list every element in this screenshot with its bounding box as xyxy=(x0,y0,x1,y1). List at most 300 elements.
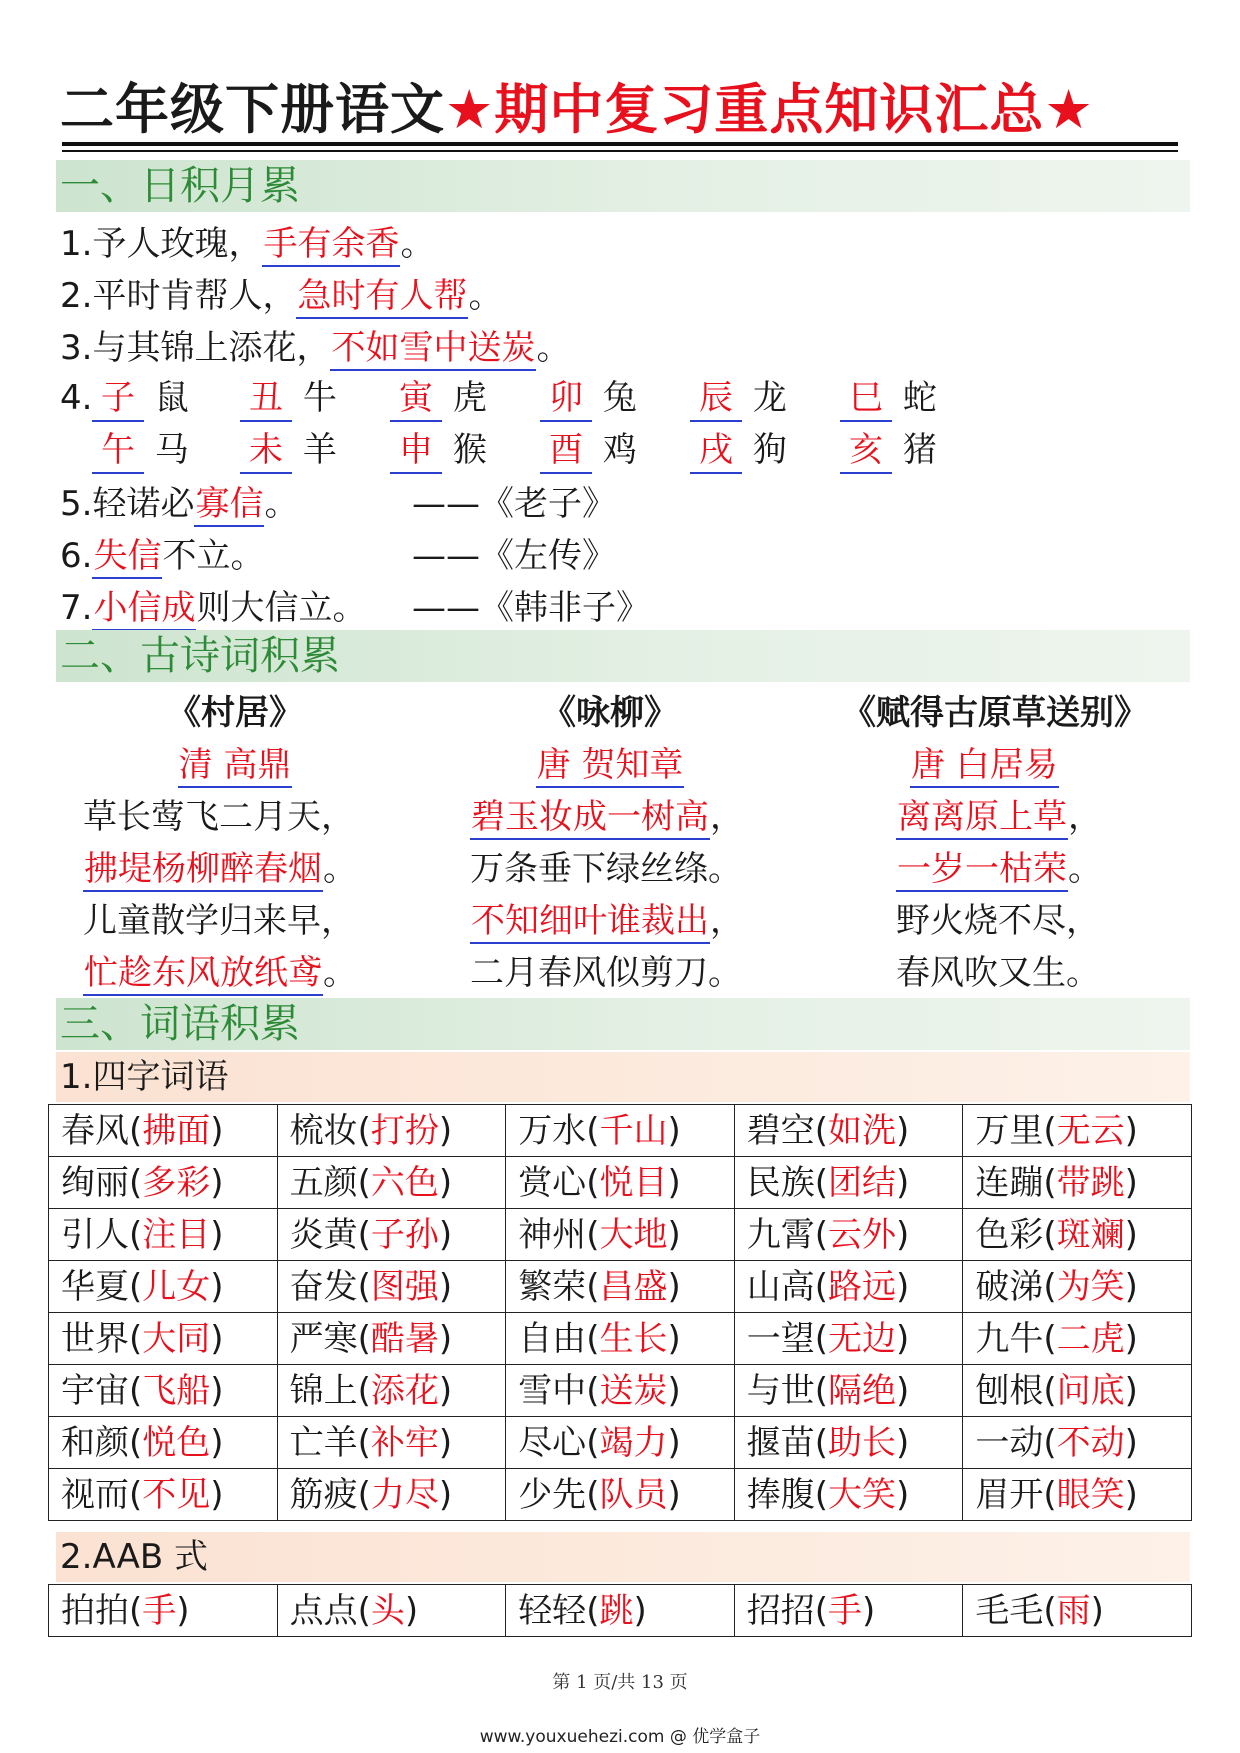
word-answer: 不见 xyxy=(142,1474,211,1515)
zodiac-animal: 鼠 xyxy=(154,378,189,418)
paren-open: ( xyxy=(814,1214,829,1255)
word-cell xyxy=(734,1585,963,1637)
paren-close: ) xyxy=(210,1214,224,1255)
title-red: ★期中复习重点知识汇总★ xyxy=(445,78,1094,141)
item-answer: 不如雪中送炭 xyxy=(330,328,536,371)
word-given: 连蹦 xyxy=(975,1162,1044,1203)
paren-open: ( xyxy=(129,1474,143,1515)
paren-open: ( xyxy=(357,1214,371,1255)
word-answer: 眼笑 xyxy=(1056,1474,1125,1515)
word-answer: 多彩 xyxy=(142,1162,211,1203)
paren-close: ) xyxy=(896,1214,910,1255)
word-answer: 打扮 xyxy=(370,1110,439,1151)
word-answer: 大笑 xyxy=(828,1474,897,1515)
quote-answer: 寡信 xyxy=(194,484,264,527)
poem-title: 《赋得古原草送别》 xyxy=(842,693,1148,733)
quote-text: 7. xyxy=(60,588,93,628)
paren-close: ) xyxy=(896,1474,910,1515)
paren-close: ) xyxy=(667,1422,681,1463)
table-row xyxy=(49,1313,1192,1365)
zodiac-branch: 申 xyxy=(390,428,442,474)
paren-close: ) xyxy=(438,1422,453,1463)
paren-open: ( xyxy=(586,1474,600,1515)
paren-open: ( xyxy=(129,1162,143,1203)
poem-line xyxy=(800,896,1190,948)
zodiac-pair xyxy=(92,374,189,422)
word-cell xyxy=(963,1585,1192,1637)
item-punct: 。 xyxy=(536,328,571,368)
paren-close: ) xyxy=(896,1110,910,1151)
paren-close: ) xyxy=(210,1110,224,1151)
word-given: 视而 xyxy=(61,1474,129,1515)
poem-punct: ， xyxy=(1066,901,1100,941)
word-cell xyxy=(506,1417,735,1469)
poem-author xyxy=(45,740,425,792)
zodiac-branch: 卯 xyxy=(540,376,592,422)
poem-line-text: 碧玉妆成一树高 xyxy=(470,797,710,840)
paren-close: ) xyxy=(667,1318,681,1359)
word-given: 筋疲 xyxy=(289,1474,358,1515)
quote-text-tail: 不立。 xyxy=(162,536,265,576)
quote-source: ——《左传》 xyxy=(412,536,616,576)
zodiac-animal: 狗 xyxy=(752,430,787,470)
word-answer: 力尽 xyxy=(370,1474,439,1515)
poem-cao xyxy=(800,688,1190,1000)
paren-close: ) xyxy=(1124,1422,1138,1463)
paren-close: ) xyxy=(438,1214,453,1255)
word-given: 和颜 xyxy=(61,1422,129,1463)
poem-punct: ， xyxy=(710,797,744,837)
word-given: 引人 xyxy=(61,1214,129,1255)
zodiac-animal: 猪 xyxy=(902,430,937,470)
quote-source: ——《老子》 xyxy=(412,484,616,524)
word-given: 与世 xyxy=(746,1370,815,1411)
poem-line xyxy=(800,844,1190,896)
zodiac-branch: 辰 xyxy=(690,376,742,422)
quote-text: 5.轻诺必 xyxy=(60,484,195,524)
poem-author-text: 唐 白居易 xyxy=(910,745,1059,788)
word-given: 刨根 xyxy=(975,1370,1044,1411)
word-answer: 问底 xyxy=(1056,1370,1125,1411)
paren-open: ( xyxy=(1043,1214,1057,1255)
item-text: 1.予人玫瑰， xyxy=(60,224,263,264)
zodiac-animal: 猴 xyxy=(452,430,487,470)
poem-line-text: 儿童散学归来早 xyxy=(83,901,321,941)
paren-close: ) xyxy=(210,1370,224,1411)
quote-answer: 小信成 xyxy=(92,588,196,631)
paren-open: ( xyxy=(814,1110,829,1151)
word-cell xyxy=(734,1261,963,1313)
poem-line xyxy=(420,896,800,948)
word-cell xyxy=(963,1469,1192,1521)
title-rule xyxy=(62,142,1178,146)
poem-line-text: 二月春风似剪刀 xyxy=(470,953,708,993)
poem-line xyxy=(45,896,425,948)
zodiac-row-2 xyxy=(60,426,960,474)
paren-close: ) xyxy=(667,1474,681,1515)
word-cell xyxy=(963,1313,1192,1365)
word-cell xyxy=(49,1417,278,1469)
poem-line-text: 野火烧不尽 xyxy=(896,901,1066,941)
poem-line xyxy=(420,948,800,1000)
zodiac-pair xyxy=(540,374,637,422)
word-given: 尽心 xyxy=(518,1422,587,1463)
poem-punct: 。 xyxy=(1066,953,1100,993)
word-answer: 不动 xyxy=(1056,1422,1125,1463)
zodiac-animal: 兔 xyxy=(602,378,637,418)
poem-punct: ， xyxy=(1068,797,1102,837)
word-cell xyxy=(277,1469,506,1521)
word-given: 少先 xyxy=(518,1474,587,1515)
word-cell xyxy=(506,1313,735,1365)
paren-open: ( xyxy=(129,1422,143,1463)
word-given: 神州 xyxy=(518,1214,587,1255)
poem-punct: 。 xyxy=(323,849,357,889)
word-answer: 昌盛 xyxy=(599,1266,668,1307)
section-header-2: 二、古诗词积累 xyxy=(56,630,1190,682)
paren-open: ( xyxy=(129,1110,143,1151)
table-row xyxy=(49,1469,1192,1521)
section-header-3: 三、词语积累 xyxy=(56,998,1190,1050)
zodiac-branch: 亥 xyxy=(840,428,892,474)
word-given: 揠苗 xyxy=(746,1422,815,1463)
word-given: 奋发 xyxy=(289,1266,358,1307)
paren-close: ) xyxy=(438,1474,453,1515)
word-answer: 添花 xyxy=(370,1370,439,1411)
item-1 xyxy=(60,222,434,266)
table-row xyxy=(49,1365,1192,1417)
word-given: 亡羊 xyxy=(289,1422,358,1463)
word-given: 招招 xyxy=(746,1590,815,1631)
word-answer: 补牢 xyxy=(370,1422,439,1463)
poem-author xyxy=(800,740,1190,792)
poem-line xyxy=(800,948,1190,1000)
word-cell xyxy=(49,1157,278,1209)
word-cell xyxy=(49,1209,278,1261)
page-footer: 第 1 页/共 13 页 xyxy=(552,1672,688,1693)
poem-line-text: 不知细叶谁裁出 xyxy=(470,901,710,944)
paren-open: ( xyxy=(814,1370,829,1411)
word-given: 梳妆 xyxy=(289,1110,358,1151)
paren-open: ( xyxy=(1043,1266,1057,1307)
paren-close: ) xyxy=(896,1162,910,1203)
title-rule-thin xyxy=(62,150,1178,152)
quote-text: 6. xyxy=(60,536,93,576)
paren-close: ) xyxy=(176,1590,190,1631)
subsection-aab: 2.AAB 式 xyxy=(56,1532,1190,1582)
zodiac-animal: 羊 xyxy=(302,430,337,470)
word-given: 九牛 xyxy=(975,1318,1044,1359)
paren-close: ) xyxy=(1124,1370,1138,1411)
word-given: 五颜 xyxy=(289,1162,358,1203)
word-answer: 助长 xyxy=(828,1422,897,1463)
word-answer: 大地 xyxy=(599,1214,668,1255)
zodiac-animal: 牛 xyxy=(302,378,337,418)
word-given: 破涕 xyxy=(975,1266,1044,1307)
watermark: www.youxuehezi.com @ 优学盒子 xyxy=(479,1727,761,1747)
word-cell xyxy=(963,1365,1192,1417)
aab-table xyxy=(48,1584,1192,1637)
word-answer: 手 xyxy=(142,1590,177,1631)
word-answer: 飞船 xyxy=(142,1370,211,1411)
word-answer: 注目 xyxy=(142,1214,211,1255)
word-cell xyxy=(277,1105,506,1157)
paren-open: ( xyxy=(1043,1162,1057,1203)
poem-punct: ， xyxy=(321,797,355,837)
paren-close: ) xyxy=(438,1370,453,1411)
paren-close: ) xyxy=(210,1474,224,1515)
quote-source: ——《韩非子》 xyxy=(412,588,650,628)
paren-close: ) xyxy=(667,1110,681,1151)
item-text: 2.平时肯帮人， xyxy=(60,276,297,316)
table-row xyxy=(49,1585,1192,1637)
zodiac-pair xyxy=(92,426,189,474)
word-given: 华夏 xyxy=(61,1266,129,1307)
poem-author xyxy=(420,740,800,792)
paren-close: ) xyxy=(896,1422,910,1463)
quote-text-tail: 则大信立。 xyxy=(196,588,367,628)
paren-close: ) xyxy=(210,1422,224,1463)
item-punct: 。 xyxy=(400,224,435,264)
word-given: 严寒 xyxy=(289,1318,358,1359)
zodiac-branch: 巳 xyxy=(840,376,892,422)
word-answer: 儿女 xyxy=(142,1266,211,1307)
zodiac-pair xyxy=(840,374,937,422)
word-cell xyxy=(506,1365,735,1417)
word-given: 拍拍 xyxy=(61,1590,129,1631)
table-row xyxy=(49,1417,1192,1469)
paren-close: ) xyxy=(667,1266,681,1307)
paren-open: ( xyxy=(814,1422,829,1463)
word-answer: 为笑 xyxy=(1056,1266,1125,1307)
paren-open: ( xyxy=(586,1318,600,1359)
word-answer: 拂面 xyxy=(142,1110,211,1151)
word-answer: 路远 xyxy=(828,1266,897,1307)
section-header-1: 一、日积月累 xyxy=(56,160,1190,212)
word-answer: 队员 xyxy=(599,1474,668,1515)
paren-close: ) xyxy=(1124,1214,1138,1255)
paren-open: ( xyxy=(357,1110,371,1151)
paren-close: ) xyxy=(633,1590,647,1631)
item-punct: 。 xyxy=(468,276,503,316)
paren-close: ) xyxy=(896,1318,910,1359)
word-cell xyxy=(277,1585,506,1637)
word-cell xyxy=(734,1157,963,1209)
paren-close: ) xyxy=(896,1266,910,1307)
paren-close: ) xyxy=(1124,1266,1138,1307)
word-given: 雪中 xyxy=(518,1370,587,1411)
item-answer: 急时有人帮 xyxy=(296,276,468,319)
paren-open: ( xyxy=(1043,1318,1057,1359)
paren-close: ) xyxy=(1124,1162,1138,1203)
zodiac-branch: 寅 xyxy=(390,376,442,422)
item-answer: 手有余香 xyxy=(262,224,400,267)
paren-open: ( xyxy=(357,1318,371,1359)
word-given: 宇宙 xyxy=(61,1370,129,1411)
word-cell xyxy=(277,1209,506,1261)
poem-line-text: 草长莺飞二月天 xyxy=(83,797,321,837)
word-answer: 云外 xyxy=(828,1214,897,1255)
paren-open: ( xyxy=(586,1214,600,1255)
paren-open: ( xyxy=(357,1422,371,1463)
zodiac-pair xyxy=(240,374,337,422)
poem-line xyxy=(45,844,425,896)
word-answer: 头 xyxy=(370,1590,405,1631)
paren-open: ( xyxy=(357,1370,371,1411)
word-given: 世界 xyxy=(61,1318,129,1359)
paren-close: ) xyxy=(1090,1590,1104,1631)
zodiac-branch: 午 xyxy=(92,428,144,474)
table-row xyxy=(49,1157,1192,1209)
word-given: 一动 xyxy=(975,1422,1044,1463)
word-cell xyxy=(49,1585,278,1637)
word-answer: 六色 xyxy=(370,1162,439,1203)
zodiac-pair xyxy=(690,426,787,474)
word-answer: 图强 xyxy=(370,1266,439,1307)
zodiac-pair xyxy=(390,374,487,422)
word-cell xyxy=(49,1105,278,1157)
paren-open: ( xyxy=(814,1474,829,1515)
word-answer: 带跳 xyxy=(1056,1162,1125,1203)
word-answer: 如洗 xyxy=(828,1110,897,1151)
zodiac-branch: 酉 xyxy=(540,428,592,474)
zodiac-animal: 马 xyxy=(154,430,189,470)
paren-close: ) xyxy=(667,1214,681,1255)
word-answer: 大同 xyxy=(142,1318,211,1359)
paren-open: ( xyxy=(1043,1422,1057,1463)
word-cell xyxy=(963,1417,1192,1469)
word-answer: 生长 xyxy=(599,1318,668,1359)
word-cell xyxy=(506,1157,735,1209)
word-given: 轻轻 xyxy=(518,1590,587,1631)
poem-punct: ， xyxy=(710,901,744,941)
zodiac-animal: 龙 xyxy=(752,378,787,418)
paren-open: ( xyxy=(129,1214,143,1255)
word-cell xyxy=(277,1261,506,1313)
item-2 xyxy=(60,274,502,318)
word-cell xyxy=(506,1209,735,1261)
paren-open: ( xyxy=(129,1370,143,1411)
word-answer: 团结 xyxy=(828,1162,897,1203)
paren-close: ) xyxy=(438,1266,453,1307)
paren-open: ( xyxy=(129,1590,143,1631)
poem-line-text: 拂堤杨柳醉春烟 xyxy=(83,849,323,892)
word-given: 点点 xyxy=(289,1590,358,1631)
paren-close: ) xyxy=(438,1110,453,1151)
poem-line xyxy=(45,792,425,844)
paren-close: ) xyxy=(1124,1474,1138,1515)
word-answer: 斑斓 xyxy=(1056,1214,1125,1255)
zodiac-pair xyxy=(540,426,637,474)
title-black: 二年级下册语文 xyxy=(60,78,445,141)
paren-open: ( xyxy=(129,1266,143,1307)
word-answer: 雨 xyxy=(1056,1590,1091,1631)
word-answer: 手 xyxy=(828,1590,863,1631)
word-cell xyxy=(277,1417,506,1469)
word-given: 绚丽 xyxy=(61,1162,129,1203)
zodiac-animal: 蛇 xyxy=(902,378,937,418)
word-cell xyxy=(734,1209,963,1261)
zodiac-pair xyxy=(840,426,937,474)
word-answer: 无云 xyxy=(1056,1110,1125,1151)
poem-line xyxy=(800,792,1190,844)
word-given: 一望 xyxy=(746,1318,815,1359)
paren-close: ) xyxy=(667,1162,681,1203)
word-answer: 送炭 xyxy=(599,1370,668,1411)
word-cell xyxy=(963,1261,1192,1313)
word-cell xyxy=(963,1209,1192,1261)
paren-open: ( xyxy=(586,1422,600,1463)
item-3 xyxy=(60,326,570,370)
word-answer: 二虎 xyxy=(1056,1318,1125,1359)
paren-open: ( xyxy=(1043,1370,1057,1411)
poem-author-text: 清 高鼎 xyxy=(178,745,293,788)
zodiac-branch: 戌 xyxy=(690,428,742,474)
zodiac-pair xyxy=(690,374,787,422)
page-title xyxy=(60,78,1180,142)
word-cell xyxy=(734,1469,963,1521)
poem-title: 《咏柳》 xyxy=(542,693,678,733)
paren-open: ( xyxy=(586,1370,600,1411)
poem-line-text: 万条垂下绿丝绦 xyxy=(470,849,708,889)
quote-answer: 失信 xyxy=(92,536,162,579)
word-given: 捧腹 xyxy=(746,1474,815,1515)
word-answer: 悦目 xyxy=(599,1162,668,1203)
paren-open: ( xyxy=(814,1590,829,1631)
word-cell xyxy=(49,1365,278,1417)
word-cell xyxy=(506,1469,735,1521)
poem-author-text: 唐 贺知章 xyxy=(536,745,685,788)
poem-line xyxy=(45,948,425,1000)
word-given: 繁荣 xyxy=(518,1266,587,1307)
quote-5 xyxy=(60,482,298,526)
word-given: 眉开 xyxy=(975,1474,1044,1515)
quote-6 xyxy=(60,534,264,578)
word-cell xyxy=(277,1313,506,1365)
paren-open: ( xyxy=(129,1318,143,1359)
zodiac-branch: 子 xyxy=(92,376,144,422)
poem-punct: 。 xyxy=(708,953,742,993)
word-answer: 千山 xyxy=(599,1110,668,1151)
word-given: 锦上 xyxy=(289,1370,358,1411)
table-row xyxy=(49,1105,1192,1157)
word-given: 炎黄 xyxy=(289,1214,358,1255)
subsection-four-char: 1.四字词语 xyxy=(56,1052,1190,1102)
word-answer: 竭力 xyxy=(599,1422,668,1463)
paren-open: ( xyxy=(586,1162,600,1203)
word-answer: 无边 xyxy=(828,1318,897,1359)
zodiac-prefix: 4. xyxy=(60,378,93,418)
word-cell xyxy=(963,1157,1192,1209)
paren-open: ( xyxy=(1043,1110,1057,1151)
zodiac-pair xyxy=(240,426,337,474)
word-cell xyxy=(734,1417,963,1469)
quote-7 xyxy=(60,586,366,630)
paren-open: ( xyxy=(814,1162,829,1203)
word-cell xyxy=(49,1261,278,1313)
zodiac-row-1 xyxy=(60,374,960,422)
paren-open: ( xyxy=(814,1318,829,1359)
word-cell xyxy=(277,1157,506,1209)
zodiac-branch: 未 xyxy=(240,428,292,474)
word-answer: 酷暑 xyxy=(370,1318,439,1359)
paren-open: ( xyxy=(586,1110,600,1151)
paren-close: ) xyxy=(862,1590,876,1631)
zodiac-animal: 鸡 xyxy=(602,430,637,470)
poem-punct: 。 xyxy=(1068,849,1102,889)
word-given: 春风 xyxy=(61,1110,129,1151)
paren-close: ) xyxy=(438,1318,453,1359)
